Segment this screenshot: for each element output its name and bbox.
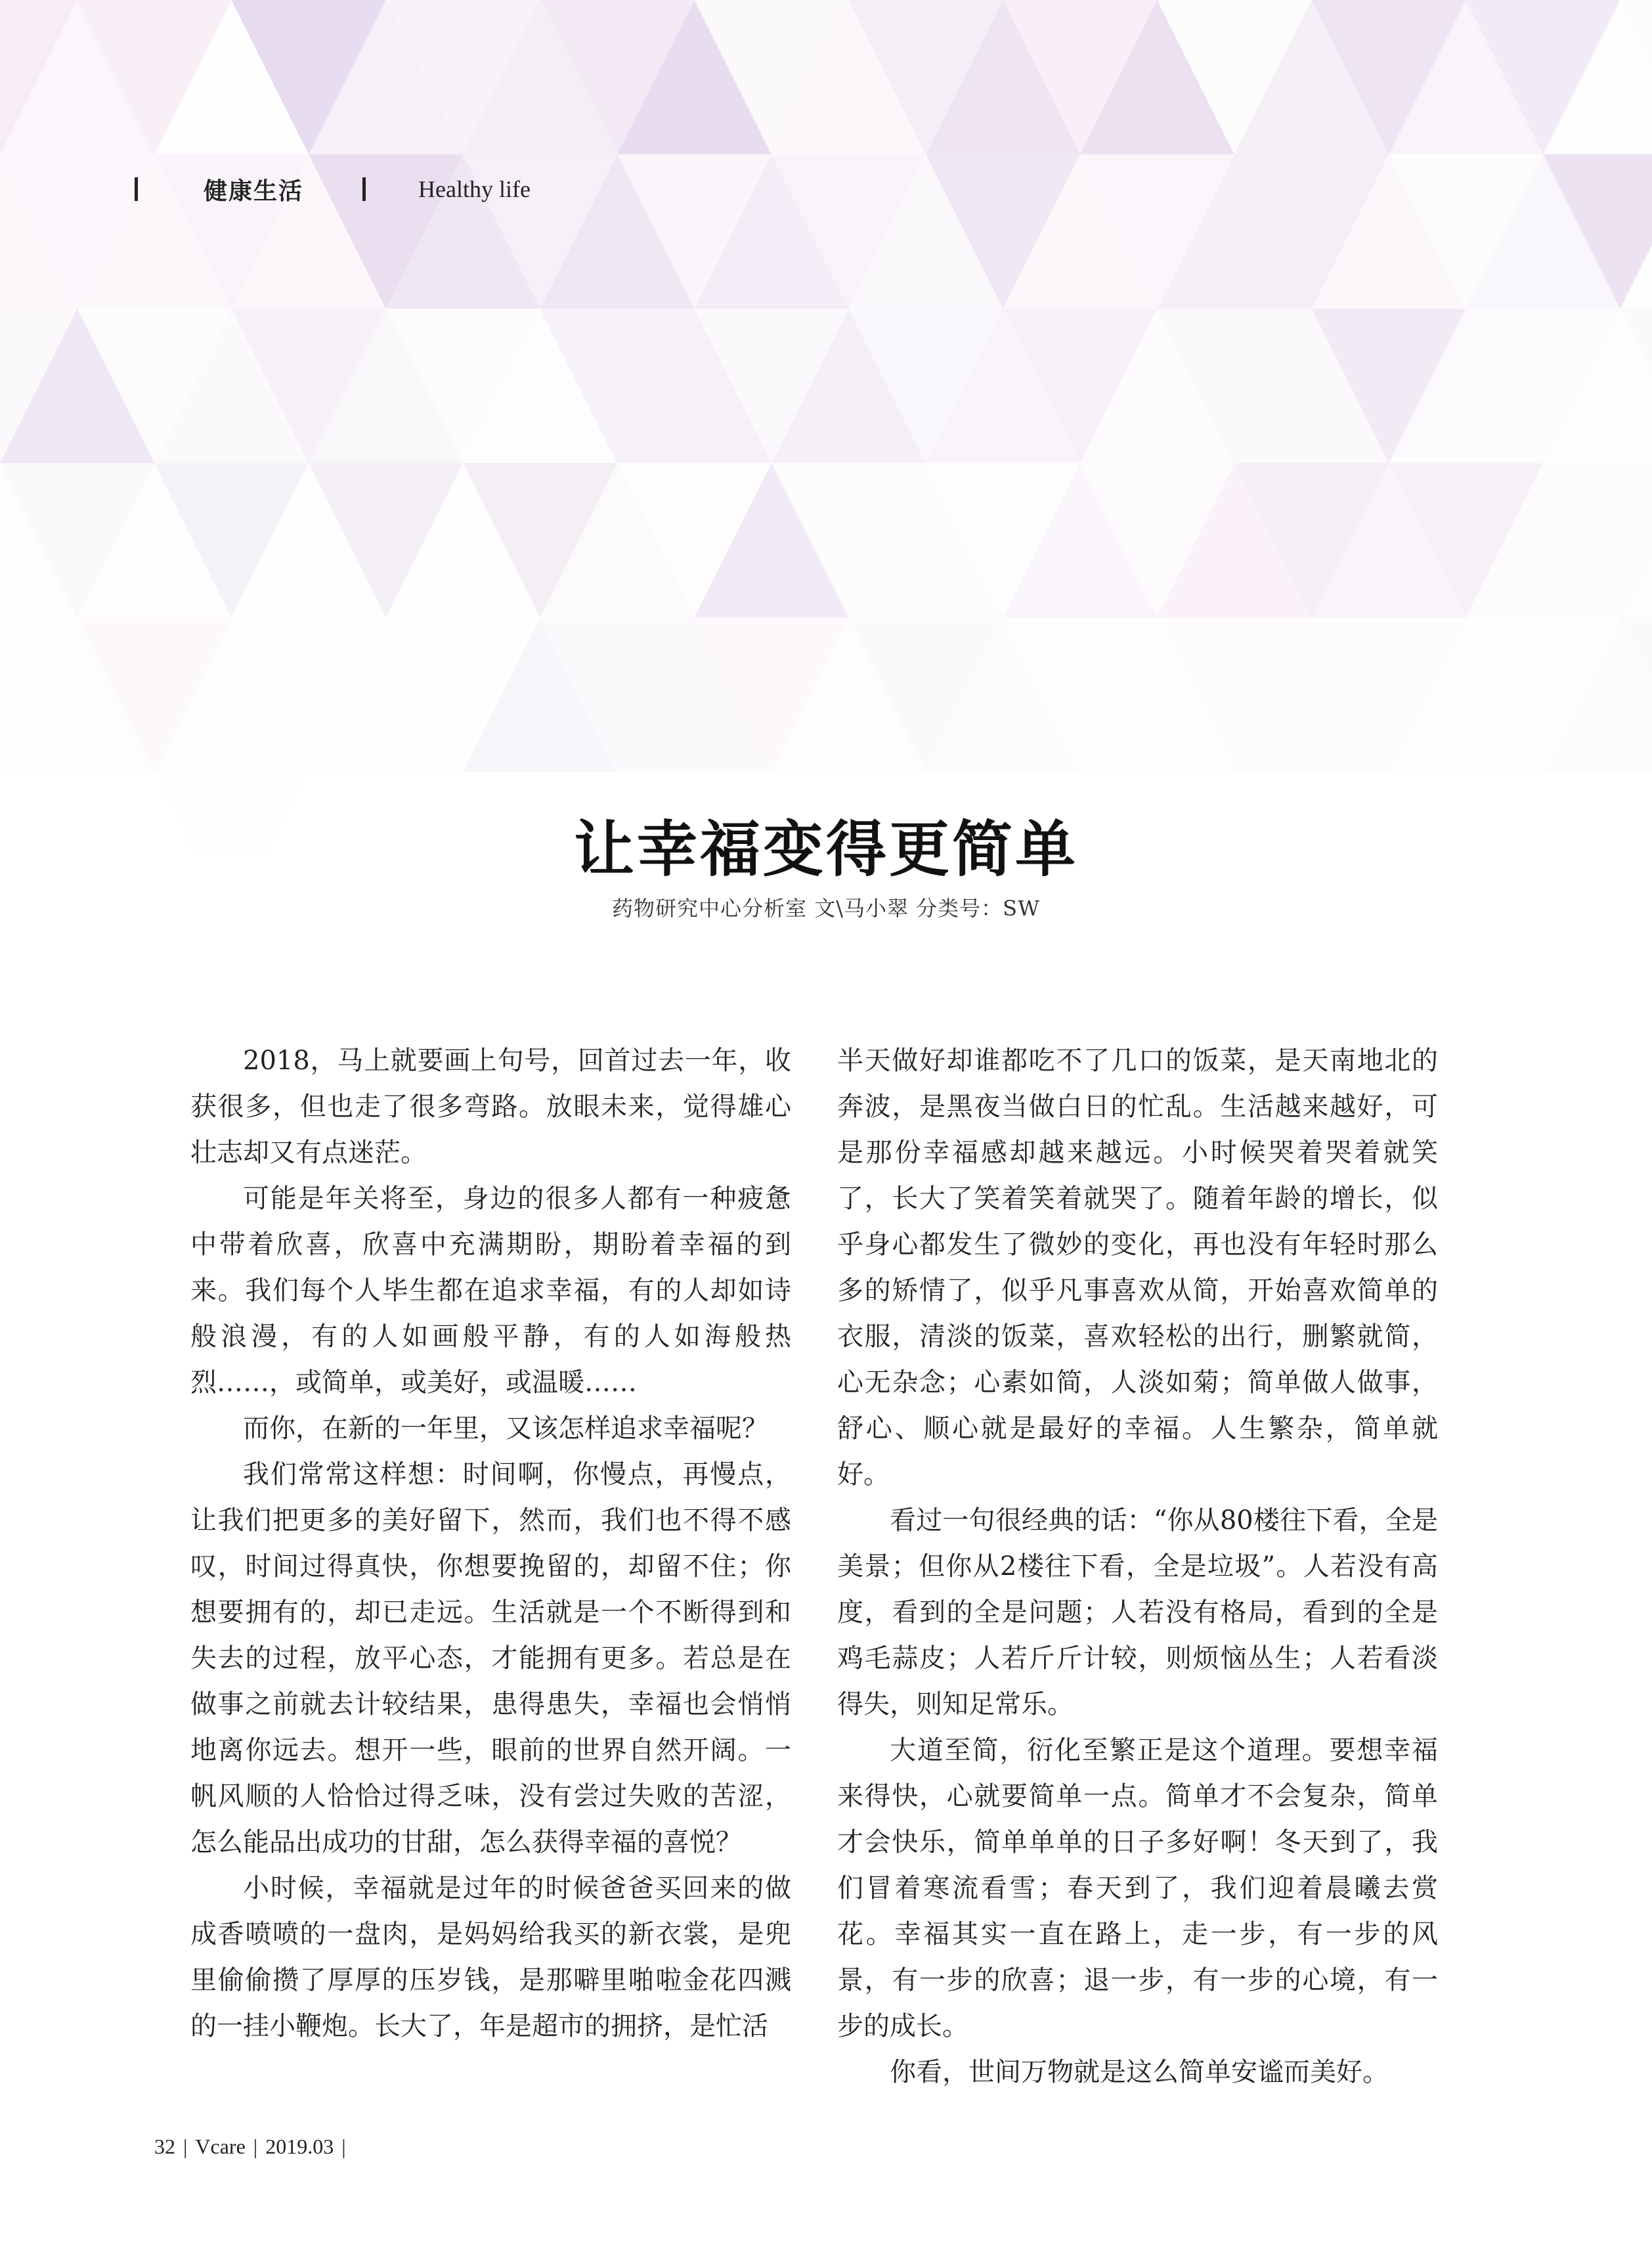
header-triangle-pattern <box>0 0 1652 854</box>
magazine-name: Vcare <box>195 2135 246 2158</box>
footer-divider: | <box>341 2135 346 2158</box>
header-divider <box>362 177 366 201</box>
paragraph: 小时候，幸福就是过年的时候爸爸买回来的做成香喷喷的一盘肉，是妈妈给我买的新衣裳，是兜里偷偷攒了厚厚的压岁钱，是那噼里啪啦金花四溅的一挂小鞭炮。长大了，年是超市的拥挤，是忙活 <box>190 1873 791 2041</box>
article-column-right <box>837 1038 1438 2095</box>
paragraph: 而你，在新的一年里，又该怎样追求幸福呢？ <box>243 1413 768 1444</box>
paragraph: 可能是年关将至，身边的很多人都有一种疲惫中带着欣喜，欣喜中充满期盼，期盼着幸福的到来。我们每个人毕生都在追求幸福，有的人却如诗般浪漫，有的人如画般平静，有的人如海般热烈……，或简单，或美好，或温暖…… <box>190 1184 791 1398</box>
header-divider <box>135 177 138 201</box>
paragraph-continuation: 半天做好却谁都吃不了几口的饭菜，是天南地北的奔波，是黑夜当做白日的忙乱。生活越来越好，可是那份幸福感却越来越远。小时候哭着哭着就笑了，长大了笑着笑着就哭了。随着年龄的增长，似乎身心都发生了微妙的变化，再也没有年轻时那么多的矫情了，似乎凡事喜欢从简，开始喜欢简单的衣服，清淡的饭菜，喜欢轻松的出行，删繁就简，心无杂念；心素如简，人淡如菊；简单做人做事，舒心、顺心就是最好的幸福。人生繁杂，简单就好。 <box>837 1046 1438 1490</box>
paragraph: 看过一句很经典的话：“你从80楼往下看，全是美景；但你从2楼往下看，全是垃圾”。人若没有高度，看到的全是问题；人若没有格局，看到的全是鸡毛蒜皮；人若斤斤计较，则烦恼丛生；人若看淡得失，则知足常乐。 <box>837 1505 1438 1719</box>
section-header <box>135 169 531 209</box>
article-byline: 药物研究中心分析室 文\马小翠 分类号：SW <box>612 896 1040 921</box>
section-title-cn: 健康生活 <box>204 177 304 205</box>
article-column-left <box>190 1038 791 2049</box>
page-footer <box>154 2135 354 2159</box>
issue-number: 2019.03 <box>265 2135 334 2158</box>
article-title: 让幸福变得更简单 <box>573 814 1078 885</box>
paragraph: 大道至简，衍化至繁正是这个道理。要想幸福来得快，心就要简单一点。简单才不会复杂，简单才会快乐，简单单单的日子多好啊！冬天到了，我们冒着寒流看雪；春天到了，我们迎着晨曦去赏花。幸福其实一直在路上，走一步，有一步的风景，有一步的欣喜；退一步，有一步的心境，有一步的成长。 <box>837 1735 1438 2041</box>
section-title-en: Healthy life <box>418 176 531 202</box>
paragraph: 我们常常这样想：时间啊，你慢点，再慢点，让我们把更多的美好留下，然而，我们也不得不感叹，时间过得真快，你想要挽留的，却留不住；你想要拥有的，却已走远。生活就是一个不断得到和失去的过程，放平心态，才能拥有更多。若总是在做事之前就去计较结果，患得患失，幸福也会悄悄地离你远去。想开一些，眼前的世界自然开阔。一帆风顺的人恰恰过得乏味，没有尝过失败的苦涩，怎么能品出成功的甘甜，怎么获得幸福的喜悦？ <box>190 1459 791 1857</box>
page-number: 32 <box>154 2135 175 2158</box>
paragraph: 你看，世间万物就是这么简单安谧而美好。 <box>890 2057 1389 2087</box>
footer-divider: | <box>253 2135 258 2158</box>
paragraph: 2018，马上就要画上句号，回首过去一年，收获很多，但也走了很多弯路。放眼未来，觉得雄心壮志却又有点迷茫。 <box>190 1046 791 1168</box>
footer-divider: | <box>183 2135 188 2158</box>
